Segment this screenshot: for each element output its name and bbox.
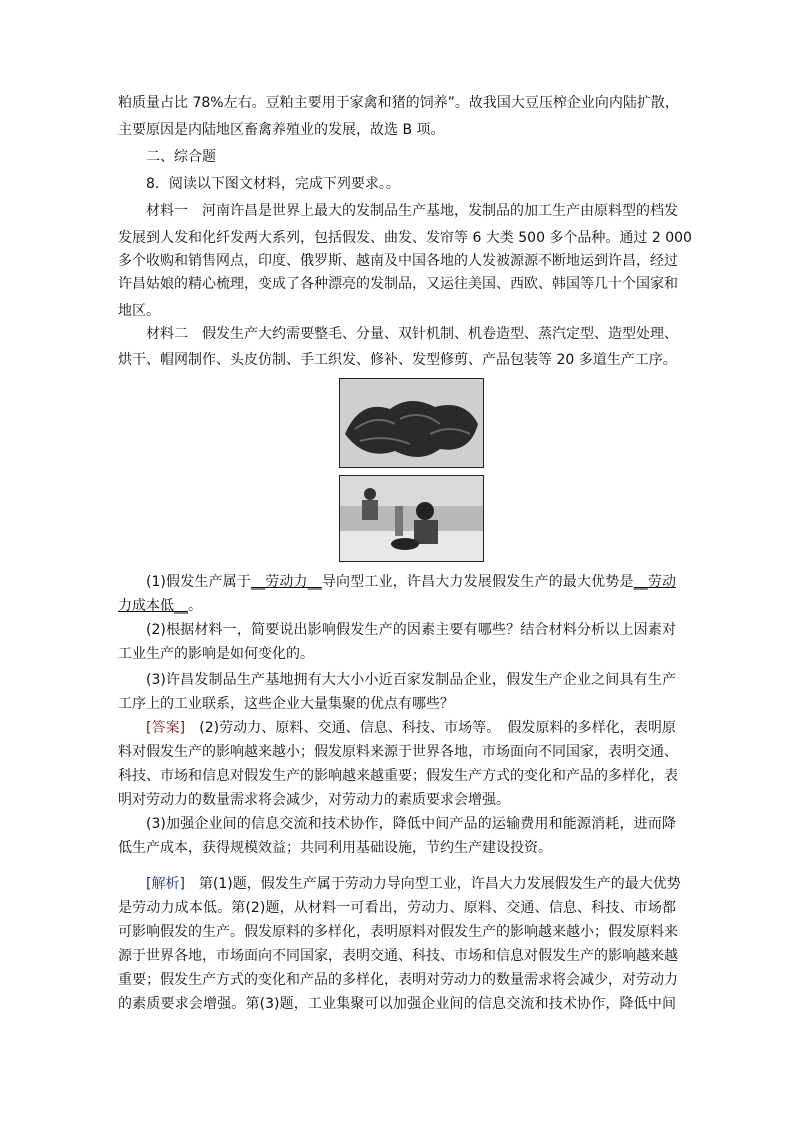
text-line: 主要原因是内陆地区畜禽养殖业的发展，故选 B 项。 [118, 122, 445, 138]
question-1-cont [118, 596, 676, 616]
section-title: 二、综合题 [146, 149, 216, 165]
q1-text: 导向型工业，许昌大力发展假发生产的最大优势是 [321, 574, 634, 590]
text-line: 粕质量占比 78%左右。豆粕主要用于家禽和猪的饲养”。故我国大豆压榨企业向内陆扩散， [118, 95, 679, 111]
answer-line: 明对劳动力的数量需求将会减少，对劳动力的素质要求会增强。 [118, 792, 510, 808]
question-3: (3)许昌发制品生产基地拥有大大小小近百家发制品企业，假发生产企业之间具有生产 [146, 672, 676, 688]
material1-line: 材料一 河南许昌是世界上最大的发制品生产基地，发制品的加工生产由原料型的档发 [146, 203, 678, 219]
q1-blank2-answer: __劳动 [633, 574, 676, 590]
material2-line: 烘干、帽网制作、头皮仿制、手工织发、修补、发型修剪、产品包装等 20 多道生产工序。 [118, 352, 677, 368]
material1-line: 地区。 [118, 303, 160, 319]
analysis-line [146, 874, 681, 894]
q1-blank2-answer: 力成本低__ [118, 598, 188, 614]
analysis-tag: [解析] [146, 876, 185, 892]
analysis-line: 重要；假发生产方式的变化和产品的多样化，表明对劳动力的数量需求将会减少，对劳动力 [118, 972, 678, 988]
q1-text: (1)假发生产属于 [146, 574, 252, 590]
analysis-text: 第(1)题，假发生产属于劳动力导向型工业，许昌大力发展假发生产的最大优势 [184, 876, 681, 892]
analysis-line: 的素质要求会增强。第(3)题，工业集聚可以加强企业间的信息交流和技术协作，降低中间 [118, 996, 676, 1012]
answer-tag: [答案] [146, 720, 186, 736]
analysis-line: 可影响假发的生产。假发原料的多样化，表明原料对假发生产的影响越来越小；假发原料来 [118, 924, 678, 940]
material1-line: 多个收购和销售网点，印度、俄罗斯、越南及中国各地的人发被源源不断地运到许昌，经过 [118, 253, 678, 269]
workers-photo [339, 475, 484, 562]
q1-blank1-answer: __劳动力__ [251, 574, 322, 590]
material2-line: 材料二 假发生产大约需要整毛、分量、双针机制、机卷造型、蒸汽定型、造型处理、 [146, 326, 678, 342]
q1-text: 。 [188, 598, 202, 614]
question-1 [146, 572, 676, 592]
answer-line: 料对假发生产的影响越来越小；假发原料来源于世界各地，市场面向不同国家，表明交通、 [118, 744, 678, 760]
question-intro: 8．阅读以下图文材料，完成下列要求。。 [146, 176, 400, 192]
answer-line [146, 718, 676, 738]
answer-line: (3)加强企业间的信息交流和技术协作，降低中间产品的运输费用和能源消耗，进而降 [146, 816, 676, 832]
answer-line: 科技、市场和信息对假发生产的影响越来越重要；假发生产方式的变化和产品的多样化，表 [118, 768, 678, 784]
answer-text: (2)劳动力、原料、交通、信息、科技、市场等。 假发原料的多样化，表明原 [185, 720, 676, 736]
answer-line: 低生产成本，获得规模效益；共同利用基础设施，节约生产建设投资。 [118, 840, 552, 856]
material1-line: 许昌姑娘的精心梳理，变成了各种漂亮的发制品，又运往美国、西欧、韩国等几十个国家和 [118, 276, 678, 292]
question-3: 工序上的工业联系，这些企业大量集聚的优点有哪些？ [118, 696, 454, 712]
wig-hair-photo [339, 378, 484, 468]
material1-line: 发展到人发和化纤发两大系列，包括假发、曲发、发帘等 6 大类 500 多个品种。通过 2 000 [118, 230, 692, 246]
analysis-line: 源于世界各地，市场面向不同国家，表明交通、科技、市场和信息对假发生产的影响越来越 [118, 948, 678, 964]
analysis-line: 是劳动力成本低。第(2)题，从材料一可看出，劳动力、原料、交通、信息、科技、市场都 [118, 900, 676, 916]
question-2: (2)根据材料一，简要说出影响假发生产的因素主要有哪些？结合材料分析以上因素对 [146, 622, 676, 638]
question-2: 工业生产的影响是如何变化的。 [118, 646, 314, 662]
